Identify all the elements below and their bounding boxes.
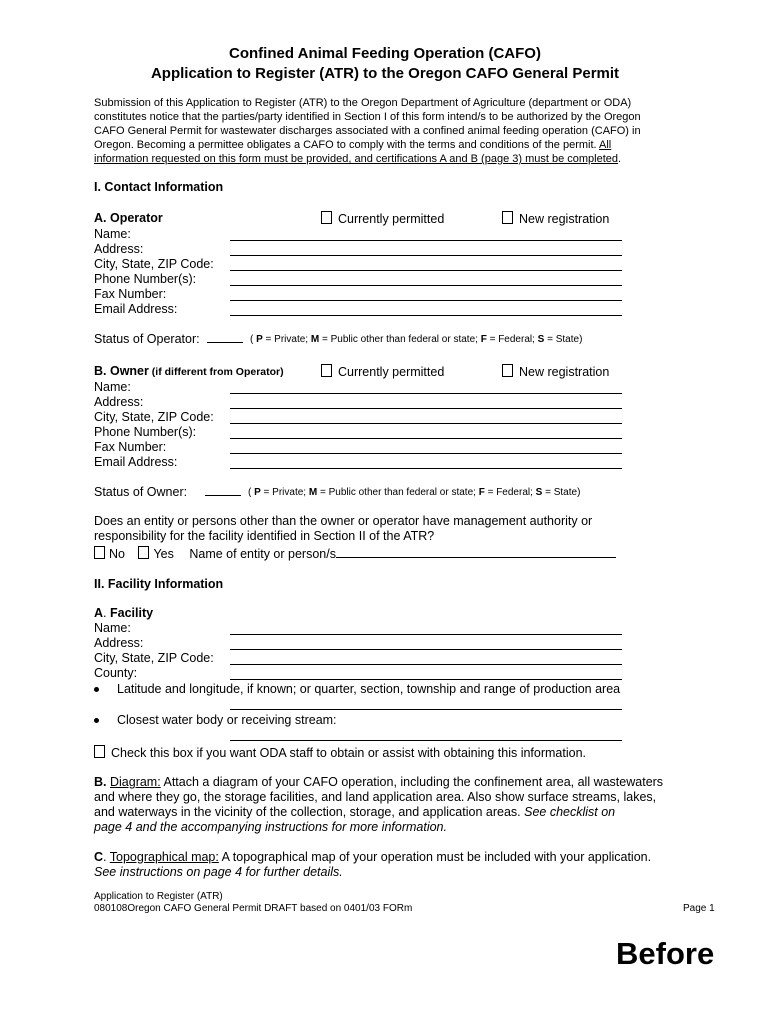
key-f: F <box>480 334 487 345</box>
owner-fax-label: Fax Number: <box>94 440 167 454</box>
operator-status-label: Status of Operator: <box>94 332 200 346</box>
topo-dot: . <box>103 850 110 864</box>
key-m-desc: = Public other than federal or state; <box>319 334 481 345</box>
diagram-line-1 <box>94 775 663 790</box>
oda-assist-checkbox[interactable] <box>94 745 105 758</box>
before-label: Before <box>616 936 715 971</box>
topo-label: Topographical map: <box>109 850 219 864</box>
mgmt-question-line-1: Does an entity or persons other than the owner or operator have management authority or <box>94 514 593 528</box>
operator-heading: A. Operator <box>94 211 163 225</box>
key-open: ( <box>250 334 257 345</box>
operator-address-label: Address: <box>94 242 144 256</box>
owner-address-label: Address: <box>94 395 144 409</box>
owner-city-label: City, State, ZIP Code: <box>94 410 214 424</box>
diagram-letter: B. <box>94 775 107 789</box>
key-p: P <box>256 334 263 345</box>
topo-italic: See instructions on page 4 for further details. <box>94 865 343 879</box>
facility-name-label: Name: <box>94 621 131 635</box>
owner-name-label: Name: <box>94 380 131 394</box>
mgmt-answer-row <box>94 546 616 562</box>
owner-heading: B. Owner <box>94 364 149 378</box>
key-s-desc: = State) <box>544 334 583 345</box>
bullet-icon <box>94 718 99 723</box>
intro-line <box>94 139 611 152</box>
intro-line: CAFO General Permit for wastewater discharges associated with a confined animal feeding operation (CAFO) in <box>94 125 641 137</box>
operator-phone-label: Phone Number(s): <box>94 272 197 286</box>
diagram-line-2: and where they go, the storage facilities, and land application area. Also show surface streams, lakes, <box>94 790 657 804</box>
facility-heading <box>94 606 153 621</box>
intro-underlined: information requested on this form must be provided, and certifications A and B (page 3) must be completed <box>94 153 619 165</box>
topo-line-1 <box>94 850 651 865</box>
facility-city-field[interactable] <box>230 664 622 665</box>
owner-phone-field[interactable] <box>230 438 622 439</box>
facility-address-label: Address: <box>94 636 144 650</box>
owner-fax-field[interactable] <box>230 453 622 454</box>
owner-phone-label: Phone Number(s): <box>94 425 197 439</box>
owner-new-registration[interactable] <box>502 364 609 380</box>
key-f: F <box>478 487 485 498</box>
facility-county-field[interactable] <box>230 679 622 680</box>
operator-email-label: Email Address: <box>94 302 178 316</box>
operator-status-key <box>250 334 582 346</box>
intro-period: . <box>618 153 622 165</box>
owner-status-row <box>94 485 241 500</box>
owner-status-field[interactable] <box>205 495 241 496</box>
key-p: P <box>254 487 261 498</box>
owner-new-registration-checkbox[interactable] <box>502 364 513 377</box>
owner-status-key <box>248 487 580 499</box>
topo-letter: C <box>94 850 104 864</box>
operator-new-registration[interactable] <box>502 211 609 227</box>
key-s: S <box>537 334 545 345</box>
page-number: Page 1 <box>683 903 715 914</box>
operator-city-label: City, State, ZIP Code: <box>94 257 214 271</box>
mgmt-entity-label: Name of entity or person/s <box>189 547 336 561</box>
operator-status-row <box>94 332 243 347</box>
title-line-1: Confined Animal Feeding Operation (CAFO) <box>229 45 541 62</box>
key-s-desc: = State) <box>542 487 581 498</box>
key-p-desc: = Private; <box>262 334 311 345</box>
owner-currently-permitted-checkbox[interactable] <box>321 364 332 377</box>
key-m: M <box>308 487 318 498</box>
key-s: S <box>535 487 543 498</box>
owner-status-label: Status of Owner: <box>94 485 188 499</box>
oda-assist-label: Check this box if you want ODA staff to obtain or assist with obtaining this information. <box>111 746 587 760</box>
diagram-text: and waterways in the vicinity of the collection, storage, and application areas. <box>94 805 525 819</box>
bullet-latlong <box>94 682 620 697</box>
operator-new-registration-checkbox[interactable] <box>502 211 513 224</box>
footer-line-1: Application to Register (ATR) <box>94 891 223 902</box>
section-1-heading: I. Contact Information <box>94 180 224 194</box>
operator-fax-field[interactable] <box>230 300 622 301</box>
bullet-latlong-text: Latitude and longitude, if known; or quarter, section, township and range of production area <box>117 682 621 696</box>
mgmt-yes-checkbox[interactable] <box>138 546 149 559</box>
water-field[interactable] <box>230 740 622 741</box>
owner-heading-note: (if different from Operator) <box>148 366 284 378</box>
key-m-desc: = Public other than federal or state; <box>317 487 479 498</box>
facility-county-label: County: <box>94 666 138 680</box>
diagram-italic: See checklist on <box>524 805 616 819</box>
owner-new-registration-label: New registration <box>519 365 610 379</box>
operator-status-field[interactable] <box>207 342 243 343</box>
bullet-water <box>94 713 337 728</box>
intro-line: Submission of this Application to Register (ATR) to the Oregon Department of Agriculture (department or ODA) <box>94 97 632 109</box>
operator-name-field[interactable] <box>230 240 622 241</box>
key-p-desc: = Private; <box>260 487 309 498</box>
operator-email-field[interactable] <box>230 315 622 316</box>
operator-phone-field[interactable] <box>230 285 622 286</box>
owner-currently-permitted[interactable] <box>321 364 444 380</box>
operator-address-field[interactable] <box>230 255 622 256</box>
facility-name-field[interactable] <box>230 634 622 635</box>
latlong-field[interactable] <box>230 709 622 710</box>
key-m: M <box>310 334 320 345</box>
owner-city-field[interactable] <box>230 423 622 424</box>
owner-email-label: Email Address: <box>94 455 178 469</box>
owner-address-field[interactable] <box>230 408 622 409</box>
intro-underlined: All <box>599 139 612 151</box>
facility-heading-text: Facility <box>106 606 154 620</box>
diagram-label: Diagram: <box>109 775 161 789</box>
operator-currently-permitted-checkbox[interactable] <box>321 211 332 224</box>
operator-new-registration-label: New registration <box>519 212 610 226</box>
owner-currently-permitted-label: Currently permitted <box>338 365 445 379</box>
owner-email-field[interactable] <box>230 468 622 469</box>
diagram-line-4 <box>94 820 447 835</box>
diagram-text: Attach a diagram of your CAFO operation, including the confinement area, all wastewaters <box>160 775 664 789</box>
mgmt-entity-field[interactable] <box>336 557 616 558</box>
operator-name-label: Name: <box>94 227 131 241</box>
key-f-desc: = Federal; <box>486 334 538 345</box>
intro-line <box>94 153 621 166</box>
operator-currently-permitted[interactable] <box>321 211 444 227</box>
intro-line: constitutes notice that the parties/party identified in Section I of this form intend/s to be authorized by the Oregon <box>94 111 641 123</box>
owner-name-field[interactable] <box>230 393 622 394</box>
facility-city-label: City, State, ZIP Code: <box>94 651 214 665</box>
mgmt-yes-label: Yes <box>153 547 174 561</box>
bullet-water-text: Closest water body or receiving stream: <box>117 713 337 727</box>
title-line-2: Application to Register (ATR) to the Oregon CAFO General Permit <box>150 65 620 82</box>
owner-heading-row <box>94 364 284 379</box>
topo-text: A topographical map of your operation must be included with your application. <box>218 850 652 864</box>
operator-currently-permitted-label: Currently permitted <box>338 212 445 226</box>
key-f-desc: = Federal; <box>484 487 536 498</box>
intro-text: Oregon. Becoming a permittee obligates a CAFO to comply with the terms and conditions of the permit. <box>94 139 600 151</box>
topo-line-2 <box>94 865 343 880</box>
operator-city-field[interactable] <box>230 270 622 271</box>
bullet-icon <box>94 687 99 692</box>
diagram-line-3 <box>94 805 615 820</box>
footer-line-2: 080108Oregon CAFO General Permit DRAFT based on 0401/03 FORm <box>94 903 413 914</box>
facility-heading-letter: A <box>94 606 104 620</box>
section-2-heading: II. Facility Information <box>94 577 224 591</box>
operator-fax-label: Fax Number: <box>94 287 167 301</box>
mgmt-question-line-2: responsibility for the facility identified in Section II of the ATR? <box>94 529 435 543</box>
facility-heading-dot: . <box>103 606 107 620</box>
oda-assist-row[interactable] <box>94 745 586 761</box>
facility-address-field[interactable] <box>230 649 622 650</box>
key-open: ( <box>248 487 255 498</box>
diagram-italic: page 4 and the accompanying instructions for more information. <box>94 820 447 834</box>
mgmt-no-label: No <box>109 547 125 561</box>
mgmt-no-checkbox[interactable] <box>94 546 105 559</box>
